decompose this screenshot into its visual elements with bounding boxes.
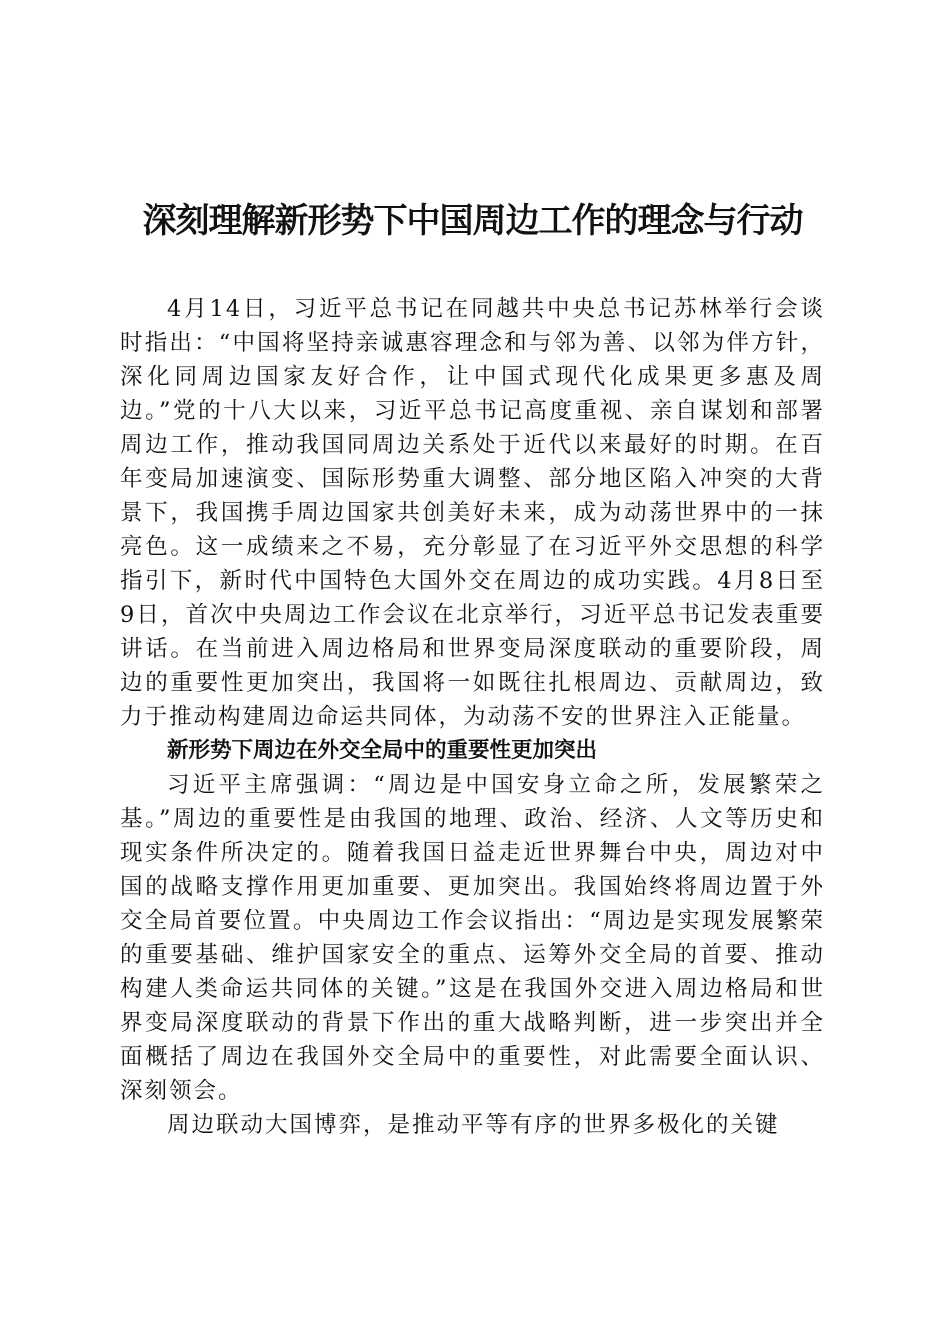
document-body — [120, 292, 825, 1142]
section-paragraph-1: 习近平主席强调：“周边是中国安身立命之所，发展繁荣之基。”周边的重要性是由我国的地理、政治、经济、人文等历史和现实条件所决定的。随着我国日益走近世界舞台中央，周边对中国的战略支撑作用更加重要、更加突出。我国始终将周边置于外交全局首要位置。中央周边工作会议指出：“周边是实现发展繁荣的重要基础、维护国家安全的重点、运筹外交全局的首要、推动构建人类命运共同体的关键。”这是在我国外交进入周边格局和世界变局深度联动的背景下作出的重大战略判断，进一步突出并全面概括了周边在我国外交全局中的重要性，对此需要全面认识、深刻领会。 — [120, 772, 825, 1104]
intro-paragraph: 4月14日，习近平总书记在同越共中央总书记苏林举行会谈时指出：“中国将坚持亲诚惠容理念和与邻为善、以邻为伴方针，深化同周边国家友好合作，让中国式现代化成果更多惠及周边。”党的十八大以来，习近平总书记高度重视、亲自谋划和部署周边工作，推动我国同周边关系处于近代以来最好的时期。在百年变局加速演变、国际形势重大调整、部分地区陷入冲突的大背景下，我国携手周边国家共创美好未来，成为动荡世界中的一抹亮色。这一成绩来之不易，充分彰显了在习近平外交思想的科学指引下，新时代中国特色大国外交在周边的成功实践。4月8日至9日，首次中央周边工作会议在北京举行，习近平总书记发表重要讲话。在当前进入周边格局和世界变局深度联动的重要阶段，周边的重要性更加突出，我国将一如既往扎根周边、贡献周边，致力于推动构建周边命运共同体，为动荡不安的世界注入正能量。 — [120, 296, 825, 730]
section-paragraph-2: 周边联动大国博弈，是推动平等有序的世界多极化的关键 — [167, 1112, 780, 1138]
document-title: 深刻理解新形势下中国周边工作的理念与行动 — [142, 201, 803, 241]
section-heading: 新形势下周边在外交全局中的重要性更加突出 — [167, 738, 598, 763]
document-page — [120, 0, 825, 1344]
